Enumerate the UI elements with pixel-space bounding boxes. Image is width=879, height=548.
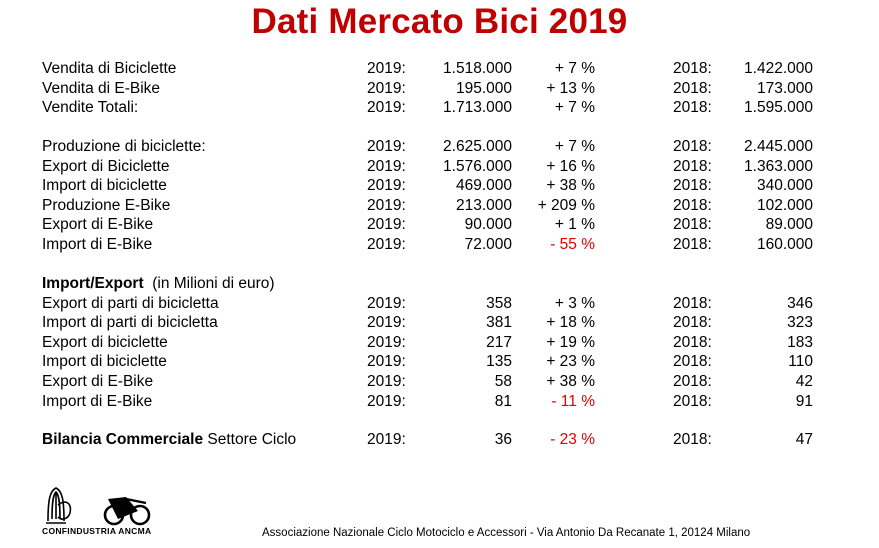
confindustria-logo-icon (46, 488, 70, 523)
value-2019: 195.000 (455, 80, 512, 97)
logos-caption: CONFINDUSTRIA ANCMA (42, 526, 152, 536)
value-2018: 160.000 (756, 236, 813, 253)
percent-change: + 7 % (554, 138, 595, 155)
row-label: Export di biciclette (42, 334, 168, 351)
year-2018: 2018: (673, 314, 712, 331)
year-2018: 2018: (673, 216, 712, 233)
value-2019: 1.576.000 (443, 158, 512, 175)
value-2018: 2.445.000 (744, 138, 813, 155)
table-row (0, 59, 879, 79)
year-2019: 2019: (367, 99, 406, 116)
year-2018: 2018: (673, 373, 712, 390)
value-2018: 183 (787, 334, 813, 351)
row-label: Import di E-Bike (42, 393, 153, 410)
row-label: Import di biciclette (42, 177, 167, 194)
row-label: Export di E-Bike (42, 373, 154, 390)
year-2019: 2019: (367, 295, 406, 312)
year-2019: 2019: (367, 236, 406, 253)
table-row (0, 294, 879, 314)
year-2019: 2019: (367, 353, 406, 370)
year-2019: 2019: (367, 334, 406, 351)
row-label: Vendite Totali: (42, 99, 139, 116)
percent-change: + 38 % (546, 177, 595, 194)
table-row (0, 392, 879, 412)
value-2018: 91 (795, 393, 813, 410)
row-label: Import di E-Bike (42, 236, 153, 253)
value-2018: 1.363.000 (744, 158, 813, 175)
value-2018: 340.000 (756, 177, 813, 194)
row-label: Produzione di biciclette: (42, 138, 206, 155)
value-2019: 36 (494, 431, 512, 448)
value-2018: 173.000 (756, 80, 813, 97)
table-row (0, 333, 879, 353)
year-2019: 2019: (367, 177, 406, 194)
percent-change: - 55 % (550, 236, 595, 253)
table-row (0, 352, 879, 372)
year-2019: 2019: (367, 314, 406, 331)
value-2018: 102.000 (756, 197, 813, 214)
year-2018: 2018: (673, 353, 712, 370)
value-2019: 90.000 (464, 216, 512, 233)
year-2018: 2018: (673, 295, 712, 312)
year-2019: 2019: (367, 197, 406, 214)
year-2019: 2019: (367, 373, 406, 390)
value-2018: 89.000 (765, 216, 813, 233)
percent-change: + 38 % (546, 373, 595, 390)
row-label: Import di parti di bicicletta (42, 314, 218, 331)
table-row (0, 235, 879, 255)
value-2019: 469.000 (455, 177, 512, 194)
row-label: Export di Biciclette (42, 158, 170, 175)
year-2018: 2018: (673, 80, 712, 97)
value-2018: 47 (795, 431, 813, 448)
year-2019: 2019: (367, 158, 406, 175)
percent-change: - 11 % (551, 393, 595, 410)
table-row (0, 98, 879, 118)
value-2019: 81 (494, 393, 512, 410)
balance-label-rest: Settore Ciclo (203, 431, 297, 448)
year-2019: 2019: (367, 138, 406, 155)
year-2018: 2018: (673, 177, 712, 194)
row-label: Vendita di Biciclette (42, 60, 177, 77)
percent-change: + 7 % (554, 99, 595, 116)
value-2018: 110 (788, 353, 813, 370)
page-title: Dati Mercato Bici 2019 (251, 2, 628, 41)
percent-change: + 209 % (537, 197, 595, 214)
value-2018: 1.422.000 (744, 60, 813, 77)
table-row (0, 176, 879, 196)
table-row (0, 215, 879, 235)
footer-association: Associazione Nazionale Ciclo Motociclo e Accessori - Via Antonio Da Recanate 1, 20124 Milano (262, 527, 751, 539)
year-2018: 2018: (673, 99, 712, 116)
year-2018: 2018: (673, 158, 712, 175)
year-2019: 2019: (367, 216, 406, 233)
value-2019: 58 (494, 373, 512, 390)
ancma-logo-icon (105, 497, 149, 524)
percent-change: + 19 % (546, 334, 595, 351)
value-2018: 346 (787, 295, 813, 312)
percent-change: + 16 % (546, 158, 595, 175)
value-2019: 213.000 (455, 197, 512, 214)
year-2018: 2018: (673, 431, 712, 448)
row-label: Produzione E-Bike (42, 197, 171, 214)
value-2019: 135 (486, 353, 512, 370)
row-label: Import di biciclette (42, 353, 167, 370)
year-2018: 2018: (673, 236, 712, 253)
table-row (0, 196, 879, 216)
percent-change: - 23 % (550, 431, 595, 448)
value-2019: 217 (486, 334, 512, 351)
balance-row (0, 430, 879, 450)
row-label: Vendita di E-Bike (42, 80, 161, 97)
year-2019: 2019: (367, 60, 406, 77)
table-row (0, 137, 879, 157)
value-2019: 1.518.000 (443, 60, 512, 77)
year-2019: 2019: (367, 431, 406, 448)
year-2018: 2018: (673, 60, 712, 77)
table-row (0, 313, 879, 333)
value-2018: 42 (795, 373, 813, 390)
value-2019: 72.000 (464, 236, 512, 253)
year-2019: 2019: (367, 80, 406, 97)
table-row (0, 372, 879, 392)
section-heading-note: (in Milioni di euro) (143, 275, 275, 292)
value-2018: 1.595.000 (744, 99, 813, 116)
table-row (0, 79, 879, 99)
row-label: Export di parti di bicicletta (42, 295, 219, 312)
row-label: Export di E-Bike (42, 216, 154, 233)
percent-change: + 23 % (546, 353, 595, 370)
year-2018: 2018: (673, 138, 712, 155)
value-2019: 358 (486, 295, 512, 312)
value-2018: 323 (787, 314, 813, 331)
balance-label-bold: Bilancia Commerciale (42, 431, 204, 448)
table-row (0, 157, 879, 177)
percent-change: + 1 % (554, 216, 595, 233)
percent-change: + 3 % (554, 295, 595, 312)
year-2019: 2019: (367, 393, 406, 410)
percent-change: + 7 % (554, 60, 595, 77)
year-2018: 2018: (673, 197, 712, 214)
year-2018: 2018: (673, 393, 712, 410)
section-heading (0, 274, 879, 294)
percent-change: + 13 % (546, 80, 595, 97)
value-2019: 381 (486, 314, 512, 331)
section-heading-bold: Import/Export (42, 275, 144, 292)
percent-change: + 18 % (546, 314, 595, 331)
year-2018: 2018: (673, 334, 712, 351)
value-2019: 1.713.000 (443, 99, 512, 116)
value-2019: 2.625.000 (443, 138, 512, 155)
